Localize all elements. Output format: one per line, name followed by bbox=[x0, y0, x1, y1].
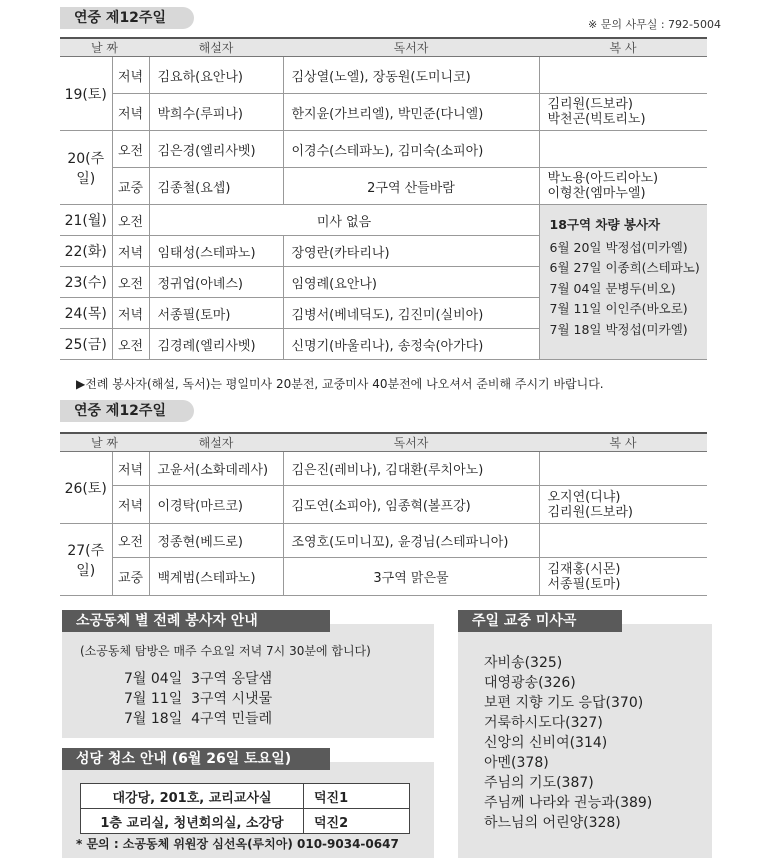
session-cell: 저녁 bbox=[112, 298, 149, 329]
week2-title: 연중 제12주일 bbox=[60, 400, 194, 422]
session-cell: 오전 bbox=[112, 267, 149, 298]
date-cell: 21(월) bbox=[60, 205, 112, 236]
table-row bbox=[60, 558, 707, 596]
hymn-item: 거룩하시도다(327) bbox=[484, 715, 603, 731]
hymns-title: 주일 교중 미사곡 bbox=[458, 610, 622, 632]
commentator-cell: 정종현(베드로) bbox=[149, 524, 283, 558]
header-readers: 독서자 bbox=[283, 433, 539, 452]
volunteer-note: ▶전례 봉사자(해설, 독서)는 평일미사 20분전, 교중미사 40분전에 나오셔서 준비해 주시기 바랍니다. bbox=[76, 377, 604, 391]
hymn-item: 하느님의 어린양(328) bbox=[484, 815, 621, 831]
commentator-cell: 이경탁(마르코) bbox=[149, 486, 283, 524]
session-cell: 오전 bbox=[112, 524, 149, 558]
date-cell: 23(수) bbox=[60, 267, 112, 298]
cleaning-contact: * 문의 : 소공동체 위원장 심선옥(루치아) 010-9034-0647 bbox=[76, 837, 399, 851]
commentator-cell: 김종철(요셉) bbox=[149, 168, 283, 205]
session-cell: 저녁 bbox=[112, 94, 149, 131]
table-row bbox=[60, 486, 707, 524]
vehicle-volunteers-cell bbox=[539, 205, 707, 360]
readers-cell: 3구역 맑은물 bbox=[283, 558, 539, 596]
table-row bbox=[81, 784, 410, 809]
server-name: 김리원(드보라) bbox=[547, 97, 633, 112]
cleaning-place: 대강당, 201호, 교리교사실 bbox=[81, 784, 304, 809]
header-commentator: 해설자 bbox=[149, 433, 283, 452]
vehicle-item: 6월 20일 박정섭(미카엘) bbox=[549, 239, 688, 255]
servers-cell bbox=[539, 452, 707, 486]
hymn-item: 보편 지향 기도 응답(370) bbox=[484, 695, 644, 711]
commentator-cell: 정귀업(아녜스) bbox=[149, 267, 283, 298]
servers-cell bbox=[539, 486, 707, 524]
vehicle-item: 7월 18일 박정섭(미카엘) bbox=[549, 321, 688, 337]
session-cell: 저녁 bbox=[112, 452, 149, 486]
vehicle-title: 18구역 차량 봉사자 bbox=[549, 217, 661, 232]
vehicle-item: 7월 04일 문병두(비오) bbox=[549, 280, 676, 296]
vehicle-item: 7월 11일 이인주(바오로) bbox=[549, 301, 688, 316]
readers-cell: 장영란(카타리나) bbox=[283, 236, 539, 267]
community-item: 7월 11일 3구역 시냇물 bbox=[124, 691, 273, 707]
commentator-cell: 백계범(스테파노) bbox=[149, 558, 283, 596]
week1-title: 연중 제12주일 bbox=[60, 7, 194, 29]
hymn-item: 자비송(325) bbox=[484, 655, 563, 671]
header-date: 날 짜 bbox=[60, 433, 149, 452]
readers-cell: 김상열(노엘), 장동원(도미니코) bbox=[283, 57, 539, 94]
cleaning-table bbox=[80, 783, 410, 834]
community-item: 7월 18일 4구역 민들레 bbox=[124, 711, 273, 727]
server-name: 서종필(토마) bbox=[547, 576, 621, 592]
readers-cell: 임영례(요안나) bbox=[283, 267, 539, 298]
commentator-cell: 고윤서(소화데레사) bbox=[149, 452, 283, 486]
table-row bbox=[60, 524, 707, 558]
date-cell: 27(주일) bbox=[60, 524, 112, 596]
date-cell: 26(토) bbox=[60, 452, 112, 524]
hymn-item: 대영광송(326) bbox=[484, 675, 576, 691]
hymn-item: 주님의 기도(387) bbox=[484, 775, 594, 791]
readers-cell: 김은진(레비나), 김대환(루치아노) bbox=[283, 452, 539, 486]
date-cell: 24(목) bbox=[60, 298, 112, 329]
commentator-cell: 박희수(루피나) bbox=[149, 94, 283, 131]
week1-schedule-table bbox=[60, 37, 707, 360]
servers-cell bbox=[539, 131, 707, 168]
server-name: 박노용(아드리아노) bbox=[547, 171, 659, 186]
table-header bbox=[60, 433, 707, 452]
community-item: 7월 04일 3구역 옹달샘 bbox=[124, 671, 273, 687]
office-contact: ※ 문의 사무실 : 792-5004 bbox=[588, 18, 721, 31]
hymn-item: 신앙의 신비여(314) bbox=[484, 735, 608, 751]
date-cell: 22(화) bbox=[60, 236, 112, 267]
header-readers: 독서자 bbox=[283, 38, 539, 57]
cleaning-team: 덕진2 bbox=[304, 809, 410, 834]
table-row bbox=[60, 94, 707, 131]
header-servers: 복 사 bbox=[539, 433, 707, 452]
session-cell: 저녁 bbox=[112, 236, 149, 267]
commentator-cell: 서종필(토마) bbox=[149, 298, 283, 329]
readers-cell: 신명기(바울리나), 송정숙(아가다) bbox=[283, 329, 539, 360]
server-name: 박천곤(빅토리노) bbox=[547, 112, 646, 127]
community-sub: (소공동체 탐방은 매주 수요일 저녁 7시 30분에 합니다) bbox=[80, 644, 371, 658]
header-servers: 복 사 bbox=[539, 38, 707, 57]
server-name: 김재홍(시몬) bbox=[547, 561, 621, 577]
vehicle-item: 6월 27일 이종희(스테파노) bbox=[549, 260, 700, 275]
table-row bbox=[60, 168, 707, 205]
servers-cell bbox=[539, 524, 707, 558]
readers-cell: 조영호(도미니꼬), 윤경님(스테파니아) bbox=[283, 524, 539, 558]
readers-cell: 김도연(소피아), 임종혁(볼프강) bbox=[283, 486, 539, 524]
readers-cell: 이경수(스테파노), 김미숙(소피아) bbox=[283, 131, 539, 168]
commentator-cell: 임태성(스테파노) bbox=[149, 236, 283, 267]
table-row bbox=[60, 205, 707, 236]
hymn-item: 아멘(378) bbox=[484, 755, 549, 771]
session-cell: 오전 bbox=[112, 131, 149, 168]
table-row bbox=[60, 452, 707, 486]
commentator-cell: 김은경(엘리사벳) bbox=[149, 131, 283, 168]
readers-cell: 한지윤(가브리엘), 박민준(다니엘) bbox=[283, 94, 539, 131]
session-cell: 교중 bbox=[112, 168, 149, 205]
servers-cell bbox=[539, 558, 707, 596]
hymn-item: 주님께 나라와 권능과(389) bbox=[484, 795, 653, 811]
week2-schedule-table bbox=[60, 432, 707, 596]
readers-cell: 김병서(베네딕도), 김진미(실비아) bbox=[283, 298, 539, 329]
table-row bbox=[60, 57, 707, 94]
commentator-cell: 김요하(요안나) bbox=[149, 57, 283, 94]
servers-cell bbox=[539, 94, 707, 131]
session-cell: 저녁 bbox=[112, 486, 149, 524]
date-cell: 25(금) bbox=[60, 329, 112, 360]
readers-cell: 2구역 산들바람 bbox=[283, 168, 539, 205]
commentator-cell: 김경례(엘리사벳) bbox=[149, 329, 283, 360]
header-date: 날 짜 bbox=[60, 38, 149, 57]
header-commentator: 해설자 bbox=[149, 38, 283, 57]
server-name: 이형찬(엠마누엘) bbox=[547, 186, 646, 201]
cleaning-team: 덕진1 bbox=[304, 784, 410, 809]
community-title: 소공동체 별 전례 봉사자 안내 bbox=[62, 610, 330, 632]
cleaning-place: 1층 교리실, 청년회의실, 소강당 bbox=[81, 809, 304, 834]
session-cell: 오전 bbox=[112, 205, 149, 236]
date-cell: 19(토) bbox=[60, 57, 112, 131]
cleaning-title: 성당 청소 안내 (6월 26일 토요일) bbox=[62, 748, 330, 770]
table-row bbox=[81, 809, 410, 834]
session-cell: 교중 bbox=[112, 558, 149, 596]
session-cell: 오전 bbox=[112, 329, 149, 360]
server-name: 김리원(드보라) bbox=[547, 504, 633, 520]
no-mass-cell: 미사 없음 bbox=[149, 205, 539, 236]
server-name: 오지연(디냐) bbox=[547, 489, 621, 505]
servers-cell bbox=[539, 57, 707, 94]
session-cell: 저녁 bbox=[112, 57, 149, 94]
servers-cell bbox=[539, 168, 707, 205]
date-cell: 20(주일) bbox=[60, 131, 112, 205]
table-header bbox=[60, 38, 707, 57]
table-row bbox=[60, 131, 707, 168]
